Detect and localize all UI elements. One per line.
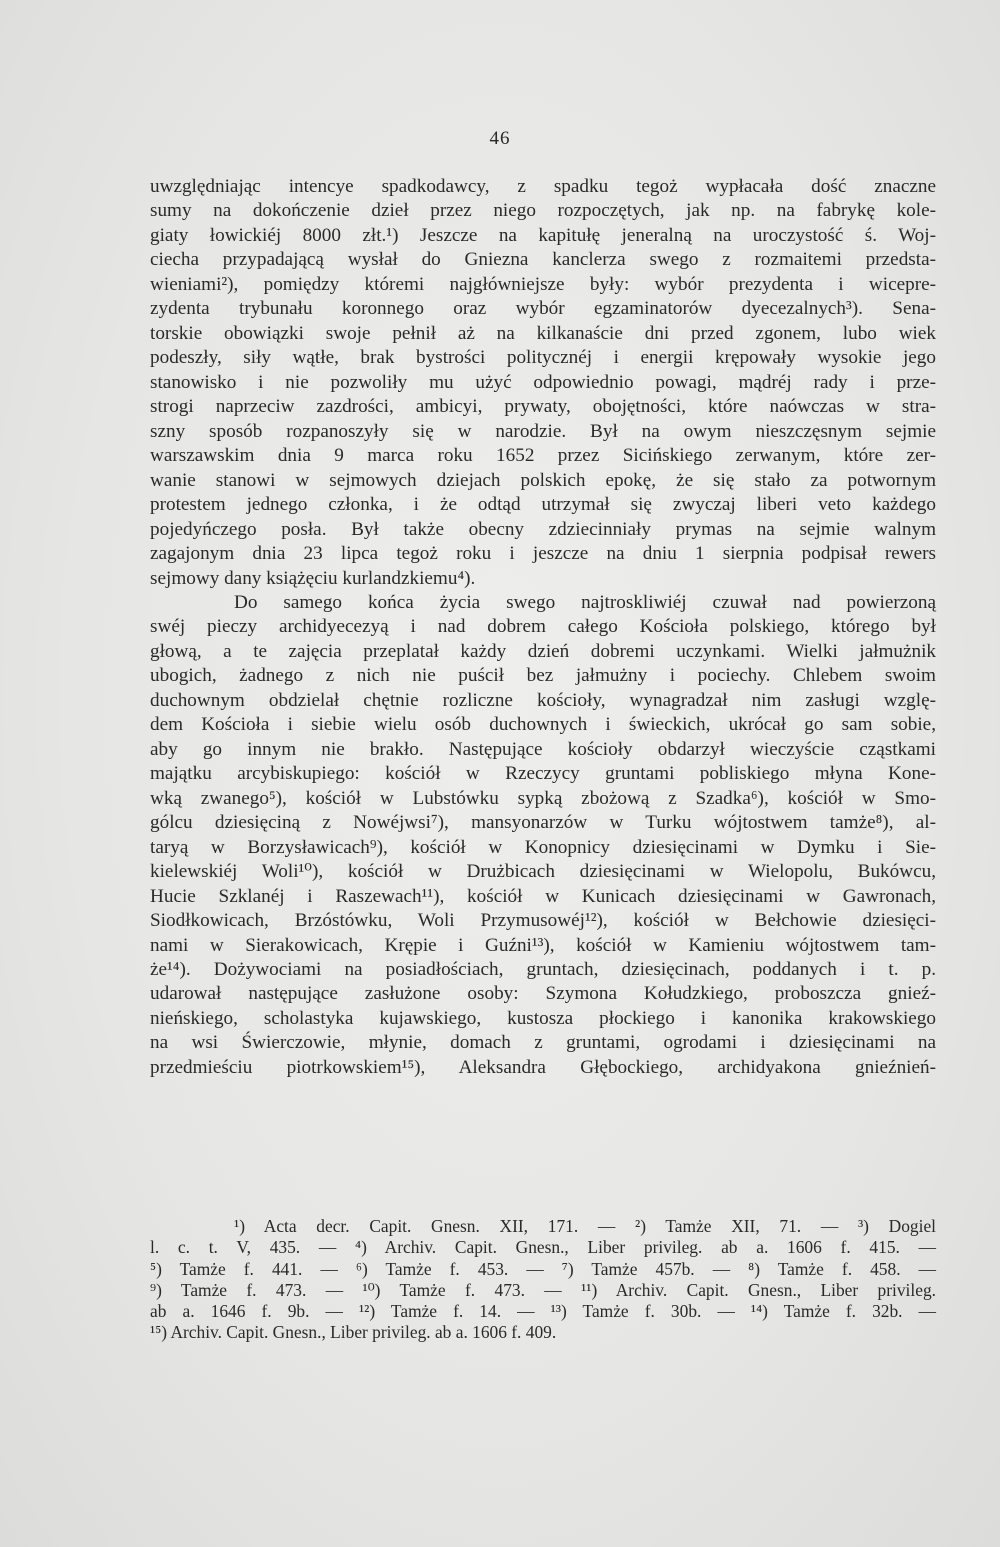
footnote-line: ¹⁵) Archiv. Capit. Gnesn., Liber privileg. ab a. 1606 f. 409. xyxy=(150,1322,557,1343)
text-line: głową, a te zajęcia przeplatał każdy dzień dobremi uczynkami. Wielki jałmużnik xyxy=(150,640,936,662)
text-line: kielewskiéj Woli¹⁰), kościół w Drużbicach dziesięcinami w Wielopolu, Bukówcu, xyxy=(150,861,936,883)
text-line: strogi naprzeciw zazdrości, ambicyi, prywaty, obojętności, które naówczas w stra- xyxy=(150,396,936,418)
text-line: na wsi Świerczowie, młynie, domach z gruntami, ogrodami i dziesięcinami na xyxy=(150,1032,936,1054)
text-line: zydenta trybunału koronnego oraz wybór egzaminatorów dyecezalnych³). Sena- xyxy=(150,298,936,320)
text-line: przedmieściu piotrkowskiem¹⁵), Aleksandra Głębockiego, archidyakona gnieźnień- xyxy=(150,1056,936,1078)
text-line: udarował następujące zasłużone osoby: Szymona Kołudzkiego, proboszcza gnieź- xyxy=(150,983,936,1005)
text-line: podeszły, siły wątłe, brak bystrości politycznéj i energii krępowały wysokie jego xyxy=(150,347,936,369)
text-line: Siodłkowicach, Brzóstówku, Woli Przymusowéj¹²), kościół w Bełchowie dziesięci- xyxy=(150,910,936,932)
page-number: 46 xyxy=(489,128,511,149)
text-line: aby go innym nie brakło. Następujące kościoły obdarzył wieczyście cząstkami xyxy=(150,738,936,760)
text-line: protestem jednego członka, i że odtąd utrzymał się zwyczaj liberi veto każdego xyxy=(150,494,936,516)
text-line: wką zwanego⁵), kościół w Lubstówku sypką zbożową z Szadka⁶), kościół w Smo- xyxy=(150,787,936,809)
text-line: uwzględniając intencye spadkodawcy, z spadku tegoż wypłacała dość znaczne xyxy=(150,176,936,197)
text-line: torskie obowiązki swoje pełnił aż na kilkanaście dni przed zgonem, lubo wiek xyxy=(150,322,936,344)
text-line: giaty łowickiéj 8000 złt.¹) Jeszcze na kapitułę jeneralną na uroczystość ś. Woj- xyxy=(150,224,936,246)
text-line: sejmowy dany książęciu kurlandzkiemu⁴). xyxy=(150,567,476,589)
text-line: Do samego końca życia swego najtroskliwiéj czuwał nad powierzoną xyxy=(234,591,936,613)
footnote-line: l. c. t. V, 435. — ⁴) Archiv. Capit. Gnesn., Liber privileg. ab a. 1606 f. 415. — xyxy=(150,1237,936,1258)
footnote-line: ⁹) Tamże f. 473. — ¹⁰) Tamże f. 473. — ¹¹) Archiv. Capit. Gnesn., Liber privileg. xyxy=(150,1279,936,1300)
text-line: duchownym obdzielał chętnie rozliczne kościoły, wynagradzał nim zasługi wzglę- xyxy=(150,689,936,711)
text-line: ubogich, żadnego z nich nie puścił bez jałmużny i pociechy. Chlebem swoim xyxy=(150,665,936,687)
text-line: nami w Sierakowicach, Krępie i Guźni¹³), kościół w Kamieniu wójtostwem tam- xyxy=(150,934,936,956)
text-line: stanowisko i nie pozwoliły mu użyć odpowiednio powagi, mądréj rady i prze- xyxy=(150,371,936,393)
text-line: Hucie Szklanéj i Raszewach¹¹), kościół w Kunicach dziesięcinami w Gawronach, xyxy=(150,885,936,907)
footnote-line: ab a. 1646 f. 9b. — ¹²) Tamże f. 14. — ¹³) Tamże f. 30b. — ¹⁴) Tamże f. 32b. — xyxy=(150,1301,936,1322)
text-line: nieńskiego, scholastyka kujawskiego, kustosza płockiego i kanonika krakowskiego xyxy=(150,1007,936,1029)
body-text xyxy=(150,175,936,1080)
footnote-line: ¹) Acta decr. Capit. Gnesn. XII, 171. — ²) Tamże XII, 71. — ³) Dogiel xyxy=(234,1216,936,1236)
text-line: ciecha przypadającą wysłał do Gniezna kanclerza swego z rozmaitemi przedsta- xyxy=(150,249,936,271)
text-line: wanie stanowi w sejmowych dziejach polskich epokę, że się stało za potwornym xyxy=(150,469,936,491)
text-line: swéj pieczy archidyecezyą i nad dobrem całego Kościoła polskiego, którego był xyxy=(150,616,936,638)
text-line: wieniami²), pomiędzy któremi najgłówniejsze były: wybór prezydenta i wicepre- xyxy=(150,273,936,295)
text-line: dem Kościoła i siebie wielu osób duchownych i świeckich, ukrócał go sam sobie, xyxy=(150,714,936,736)
footnote-line: ⁵) Tamże f. 441. — ⁶) Tamże f. 453. — ⁷) Tamże 457b. — ⁸) Tamże f. 458. — xyxy=(150,1258,936,1279)
text-line: majątku arcybiskupiego: kościół w Rzeczycy gruntami pobliskiego młyna Kone- xyxy=(150,763,936,785)
text-line: że¹⁴). Dożywociami na posiadłościach, gruntach, dziesięcinach, poddanych i t. p. xyxy=(150,959,936,980)
text-line: warszawskim dnia 9 marca roku 1652 przez Sicińskiego zerwanym, które zer- xyxy=(150,445,936,467)
text-line: szny sposób rozpanoszyły się w narodzie. Był na owym nieszczęsnym sejmie xyxy=(150,420,936,442)
text-line: zagajonym dnia 23 lipca tegoż roku i jeszcze na dniu 1 sierpnia podpisał rewers xyxy=(150,543,936,565)
text-line: sumy na dokończenie dzieł przez niego rozpoczętych, jak np. na fabrykę kole- xyxy=(150,200,936,222)
footnotes xyxy=(150,1216,936,1344)
text-line: gólcu dziesięciną z Nowéjwsi⁷), mansyonarzów w Turku wójtostwem tamże⁸), al- xyxy=(150,812,936,834)
text-line: pojedyńczego posła. Był także obecny zdziecinniały prymas na sejmie walnym xyxy=(150,518,936,540)
text-line: taryą w Borzysławicach⁹), kościół w Konopnicy dziesięcinami w Dymku i Sie- xyxy=(150,836,936,858)
